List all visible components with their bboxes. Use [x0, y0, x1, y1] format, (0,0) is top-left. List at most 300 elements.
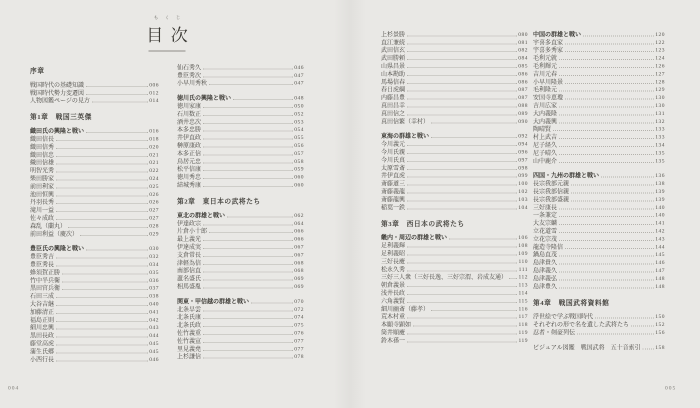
dotted-leader [203, 248, 293, 249]
toc-entry-row [533, 156, 665, 164]
toc-label: 戦国時代勢力変遷図 [30, 89, 85, 97]
dotted-leader [565, 83, 654, 84]
toc-label: 池田恒興 [30, 190, 55, 198]
dotted-leader [407, 43, 517, 44]
dotted-leader [56, 352, 148, 353]
toc-label: 佐竹義宣 [177, 337, 202, 345]
toc-entry-row [30, 300, 159, 308]
dotted-leader [203, 154, 293, 155]
dotted-leader [559, 208, 654, 209]
page-number: 068 [294, 267, 304, 274]
page-number: 097 [518, 156, 528, 163]
page-number: 126 [655, 62, 665, 69]
toc-label: 豊臣氏の興隆と戦い [30, 245, 85, 253]
dotted-leader [62, 273, 148, 274]
toc-entry-row [533, 38, 665, 46]
toc-label: 六角義賢 [381, 297, 406, 305]
dotted-leader [565, 43, 654, 44]
toc-entry-row [381, 257, 528, 265]
toc-section-row [533, 171, 665, 179]
dotted-leader [203, 186, 293, 187]
page-number: 057 [294, 150, 304, 157]
dotted-leader [68, 227, 148, 228]
page-number: 122 [655, 39, 665, 46]
toc-label: 武田勝頼 [381, 54, 406, 62]
toc-label: 三好長慶 [381, 257, 406, 265]
dotted-leader [559, 232, 654, 233]
page-number: 047 [294, 80, 304, 87]
toc-entry-row [30, 81, 159, 89]
page-number: 077 [294, 337, 304, 344]
dotted-leader [407, 51, 517, 52]
toc-entry-row [30, 276, 159, 284]
toc-section-row [177, 297, 304, 305]
toc-section-row [381, 233, 528, 241]
toc-label: 石田三成 [30, 292, 55, 300]
toc-entry-row [30, 142, 159, 150]
page-number: 084 [518, 55, 528, 62]
page-number: 123 [655, 47, 665, 54]
page-number: 072 [294, 306, 304, 313]
toc-entry-row [177, 274, 304, 282]
toc-entry-row [533, 187, 665, 195]
toc-label: 丹羽長秀 [30, 198, 55, 206]
toc-label: 東北の群雄と戦い [177, 211, 226, 219]
dotted-leader [559, 271, 654, 272]
dotted-leader [407, 169, 517, 170]
dotted-leader [407, 294, 517, 295]
toc-label: 柴田勝家 [30, 174, 55, 182]
dotted-leader [203, 264, 293, 265]
toc-entry-row [381, 101, 528, 109]
toc-entry-row [177, 282, 304, 290]
toc-entry-row [381, 281, 528, 289]
dotted-leader [203, 334, 293, 335]
toc-entry-row [30, 331, 159, 339]
dotted-leader [407, 153, 517, 154]
page-number: 100 [518, 180, 528, 187]
toc-label: 斎藤龍興 [381, 195, 406, 203]
toc-label: 立花宗茂 [533, 235, 558, 243]
dotted-leader [227, 216, 293, 217]
toc-entry-row [533, 46, 665, 54]
toc-entry-row [177, 313, 304, 321]
page-number: 060 [294, 181, 304, 188]
toc-entry-row [381, 241, 528, 249]
page-number: 116 [518, 305, 528, 312]
page-number: 067 [294, 251, 304, 258]
toc-entry-row [177, 344, 304, 352]
page-number: 066 [294, 236, 304, 243]
page-number: 018 [149, 135, 159, 142]
dotted-leader [56, 195, 148, 196]
dotted-leader [509, 278, 517, 279]
dotted-leader [56, 219, 148, 220]
toc-label: 結城秀康 [177, 181, 202, 189]
toc-label: 島津義久 [533, 266, 558, 274]
dotted-leader [559, 240, 654, 241]
dotted-leader [203, 131, 293, 132]
toc-entry-row [533, 125, 665, 133]
page-number: 146 [655, 259, 665, 266]
page-number: 143 [655, 235, 665, 242]
dotted-leader [407, 67, 517, 68]
toc-entry-row [30, 135, 159, 143]
dotted-leader [407, 302, 517, 303]
dotted-leader [407, 83, 517, 84]
toc-entry-row [533, 211, 665, 219]
dotted-leader [56, 203, 148, 204]
dotted-leader [407, 185, 517, 186]
dotted-leader [559, 287, 654, 288]
toc-label: 榊原康政 [177, 141, 202, 149]
toc-label: 酒井忠次 [177, 118, 202, 126]
page-number: 119 [518, 329, 528, 336]
page-number: 087 [518, 86, 528, 93]
dotted-leader [595, 318, 654, 319]
toc-entry-row [533, 242, 665, 250]
toc-entry-row [381, 109, 528, 117]
toc-entry-row [533, 141, 665, 149]
page-number: 054 [294, 126, 304, 133]
page-number: 099 [518, 172, 528, 179]
dotted-leader [407, 161, 517, 162]
toc-label: 第2章 東日本の武将たち [177, 197, 261, 205]
toc-label: 関東・甲信越の群雄と戦い [177, 297, 250, 305]
toc-entry-row [30, 214, 159, 222]
toc-title: 目次 [146, 26, 196, 45]
page-number: 028 [149, 222, 159, 229]
toc-label: 藤堂高虎 [30, 339, 55, 347]
page-number: 087 [518, 94, 528, 101]
toc-label: 安国寺恵瓊 [533, 94, 564, 102]
toc-label: 忍者・剣豪列伝 [533, 328, 576, 336]
toc-entry-row [381, 62, 528, 70]
page-number: 012 [149, 89, 159, 96]
toc-label: 蒲生氏郷 [30, 347, 55, 355]
dotted-leader [62, 281, 148, 282]
dotted-leader [431, 137, 517, 138]
toc-entry-row [533, 54, 665, 62]
toc-label: 龍造寺隆信 [533, 243, 564, 251]
dotted-leader [56, 187, 148, 188]
dotted-leader [559, 154, 654, 155]
dotted-leader [203, 123, 293, 124]
toc-entry-row [30, 190, 159, 198]
page-number: 058 [294, 158, 304, 165]
toc-label: 朝倉義景 [381, 281, 406, 289]
page-number: 145 [655, 251, 665, 258]
toc-entry-row [381, 296, 528, 304]
toc-entry-row [533, 179, 665, 187]
toc-label: 伊達成実 [177, 243, 202, 251]
page-number: 067 [294, 243, 304, 250]
toc-entry-row [177, 102, 304, 110]
toc-label: 織田信忠 [30, 151, 55, 159]
toc-entry-row [30, 252, 159, 260]
page-number: 128 [655, 78, 665, 85]
toc-label: 山本勘助 [381, 70, 406, 78]
dotted-leader [553, 130, 654, 131]
toc-label: 鍋島直茂 [533, 251, 558, 259]
dotted-leader [407, 35, 517, 36]
page-number: 064 [294, 220, 304, 227]
page-number: 108 [518, 242, 528, 249]
page-number: 142 [655, 227, 665, 234]
toc-entry-row [177, 336, 304, 344]
toc-title-block [122, 14, 212, 52]
dotted-leader [565, 51, 654, 52]
toc-entry-row [177, 243, 304, 251]
toc-label: 島津豊久 [533, 282, 558, 290]
page-number: 152 [655, 321, 665, 328]
toc-entry-row [533, 312, 665, 320]
dotted-leader [407, 318, 517, 319]
page-number: 135 [655, 157, 665, 164]
toc-label: 畿内・周辺の群雄と戦い [381, 234, 448, 242]
toc-entry-row [381, 289, 528, 297]
dotted-leader [203, 76, 293, 77]
toc-label: 内藤昌豊 [381, 94, 406, 102]
page-number: 030 [149, 245, 159, 252]
dotted-leader [56, 179, 148, 180]
toc-label: 三好三人衆（三好長逸、三好宗渭、岩成友通） [381, 273, 508, 281]
toc-label: 吉川広家 [533, 101, 558, 109]
page-number: 076 [294, 329, 304, 336]
toc-entry-row [533, 266, 665, 274]
toc-label: 仙石秀久 [177, 63, 202, 71]
toc-entry-row [30, 284, 159, 292]
dotted-leader [601, 177, 654, 178]
page-number: 045 [149, 348, 159, 355]
page-number: 092 [518, 133, 528, 140]
dotted-leader [407, 208, 517, 209]
page-number: 055 [294, 134, 304, 141]
toc-label: 松永久秀 [381, 265, 406, 273]
toc-entry-row [30, 158, 159, 166]
toc-label: 大谷吉継 [30, 300, 55, 308]
page-number: 089 [518, 110, 528, 117]
dotted-leader [431, 310, 517, 311]
page-number: 035 [149, 269, 159, 276]
toc-section-row [177, 94, 304, 102]
toc-label: 立花道雪 [533, 227, 558, 235]
toc-label: 中国の群雄と戦い [533, 30, 582, 38]
dotted-leader [209, 84, 293, 85]
toc-label: 人物図鑑ページの見方 [30, 97, 90, 105]
toc-chapter-heading [381, 219, 528, 228]
toc-entry-row [177, 219, 304, 227]
page-number: 044 [149, 332, 159, 339]
page-number: 027 [149, 214, 159, 221]
dotted-leader [56, 313, 148, 314]
dotted-leader [203, 146, 293, 147]
toc-label: 本多忠勝 [177, 126, 202, 134]
dotted-leader [571, 200, 654, 201]
toc-label: 豊臣秀長 [30, 260, 55, 268]
page-number: 056 [294, 142, 304, 149]
dotted-leader [203, 68, 293, 69]
dotted-leader [56, 321, 148, 322]
title-underline [149, 51, 186, 52]
toc-entry-row [177, 125, 304, 133]
toc-entry-row [177, 235, 304, 243]
toc-label: 山県昌景 [381, 62, 406, 70]
toc-label: 明智光秀 [30, 167, 55, 175]
page-number: 114 [518, 289, 528, 296]
dotted-leader [56, 156, 148, 157]
toc-label: 津軽為信 [177, 259, 202, 267]
dotted-leader [577, 333, 654, 334]
toc-entry-row [30, 260, 159, 268]
page-number: 042 [149, 316, 159, 323]
dotted-leader [631, 326, 654, 327]
page-number: 104 [518, 204, 528, 211]
toc-label: 佐々成政 [30, 214, 55, 222]
dotted-leader [56, 148, 148, 149]
page-number: 025 [149, 183, 159, 190]
toc-entry-row [177, 165, 304, 173]
page-number: 052 [294, 110, 304, 117]
toc-entry-row [533, 117, 665, 125]
toc-entry-row [533, 282, 665, 290]
toc-entry-row [30, 307, 159, 315]
toc-entry-row [381, 273, 528, 281]
toc-entry-row [381, 54, 528, 62]
toc-chapter-heading [30, 66, 159, 75]
page-number: 103 [518, 196, 528, 203]
toc-label: 細川忠興 [30, 324, 55, 332]
page-number: 066 [294, 228, 304, 235]
toc-label: 豊臣秀次 [177, 71, 202, 79]
toc-label: 吉川元春 [533, 70, 558, 78]
toc-label: 織田信秀 [30, 143, 55, 151]
toc-column-right-1 [381, 30, 528, 344]
page-number: 043 [149, 324, 159, 331]
dotted-leader [559, 122, 654, 123]
toc-label: 宇喜多秀家 [533, 46, 564, 54]
toc-label: それぞれの形で名を遺した武将たち [533, 321, 630, 329]
dotted-leader [56, 211, 148, 212]
page-number: 082 [518, 47, 528, 54]
page-number: 112 [518, 274, 528, 281]
dotted-leader [56, 305, 148, 306]
toc-label: 今川氏真 [381, 156, 406, 164]
toc-chapter-heading [177, 196, 304, 205]
toc-entry-row [533, 320, 665, 328]
toc-label: 黒田官兵衛 [30, 284, 61, 292]
dotted-leader [565, 248, 654, 249]
toc-label: 福島正則 [30, 316, 55, 324]
toc-entry-row [177, 63, 304, 71]
page-number: 077 [294, 345, 304, 352]
page-number: 016 [149, 128, 159, 135]
toc-entry-row [533, 85, 665, 93]
toc-label: 尼子晴久 [533, 149, 558, 157]
dotted-leader [56, 164, 148, 165]
toc-entry-row [30, 315, 159, 323]
toc-entry-row [381, 46, 528, 54]
toc-label: 陶晴賢 [533, 125, 552, 133]
page-number: 158 [655, 344, 665, 351]
page-number: 046 [149, 356, 159, 363]
page-number: 124 [655, 55, 665, 62]
toc-entry-row [533, 203, 665, 211]
dotted-leader [203, 139, 293, 140]
dotted-leader [407, 262, 517, 263]
page-number: 021 [149, 159, 159, 166]
toc-label: 足利義輝 [381, 242, 406, 250]
toc-label: 片倉小十郎 [177, 227, 208, 235]
dotted-leader [407, 177, 517, 178]
toc-label: 上杉景勝 [381, 30, 406, 38]
toc-label: 加藤清正 [30, 308, 55, 316]
toc-entry-row [30, 174, 159, 182]
page-number: 046 [294, 64, 304, 71]
toc-entry-row [381, 179, 528, 187]
page-number: 006 [149, 81, 159, 88]
toc-label: 太原雪斎 [381, 164, 406, 172]
toc-entry-row [533, 227, 665, 235]
toc-label: 徳川秀忠 [177, 173, 202, 181]
toc-label: 荒木村重 [381, 313, 406, 321]
page-number: 130 [655, 102, 665, 109]
toc-label: 小早川隆景 [533, 78, 564, 86]
dotted-leader [56, 140, 148, 141]
page-number: 144 [655, 243, 665, 250]
toc-label: 北条氏康 [177, 313, 202, 321]
toc-label: 戦国時代の基礎知識 [30, 81, 85, 89]
toc-entry-row [177, 329, 304, 337]
toc-entry-row [381, 117, 528, 125]
dotted-leader [407, 59, 517, 60]
dotted-leader [559, 75, 654, 76]
toc-entry-row [381, 85, 528, 93]
toc-entry-row [177, 352, 304, 360]
toc-chapter-heading [533, 298, 665, 307]
page-number: 032 [149, 253, 159, 260]
folio-right-page: 005 [665, 385, 677, 391]
dotted-leader [559, 138, 654, 139]
toc-label: 竹中半兵衛 [30, 276, 61, 284]
toc-entry-row [381, 77, 528, 85]
toc-label: 蜂須賀正勝 [30, 268, 61, 276]
toc-entry-row [177, 321, 304, 329]
toc-label: 里見義堯 [177, 345, 202, 353]
dotted-leader [203, 178, 293, 179]
toc-entry-row [30, 96, 159, 104]
toc-label: 村上武吉 [533, 133, 558, 141]
toc-label: 井伊直政 [177, 134, 202, 142]
page-gutter [334, 0, 366, 408]
page-number: 026 [149, 199, 159, 206]
toc-entry-row [533, 234, 665, 242]
toc-entry-row [30, 150, 159, 158]
dotted-leader [203, 350, 293, 351]
toc-entry-row [381, 320, 528, 328]
toc-label: 本願寺顕如 [381, 321, 412, 329]
toc-label: 本多正信 [177, 149, 202, 157]
toc-label: 稲葉一鉄 [381, 203, 406, 211]
toc-entry-row [177, 117, 304, 125]
dotted-leader [203, 326, 293, 327]
dotted-leader [559, 264, 654, 265]
page-number: 096 [518, 148, 528, 155]
toc-entry-row [533, 343, 665, 351]
dotted-leader [407, 75, 517, 76]
toc-label: 佐竹義重 [177, 329, 202, 337]
page-number: 029 [149, 230, 159, 237]
